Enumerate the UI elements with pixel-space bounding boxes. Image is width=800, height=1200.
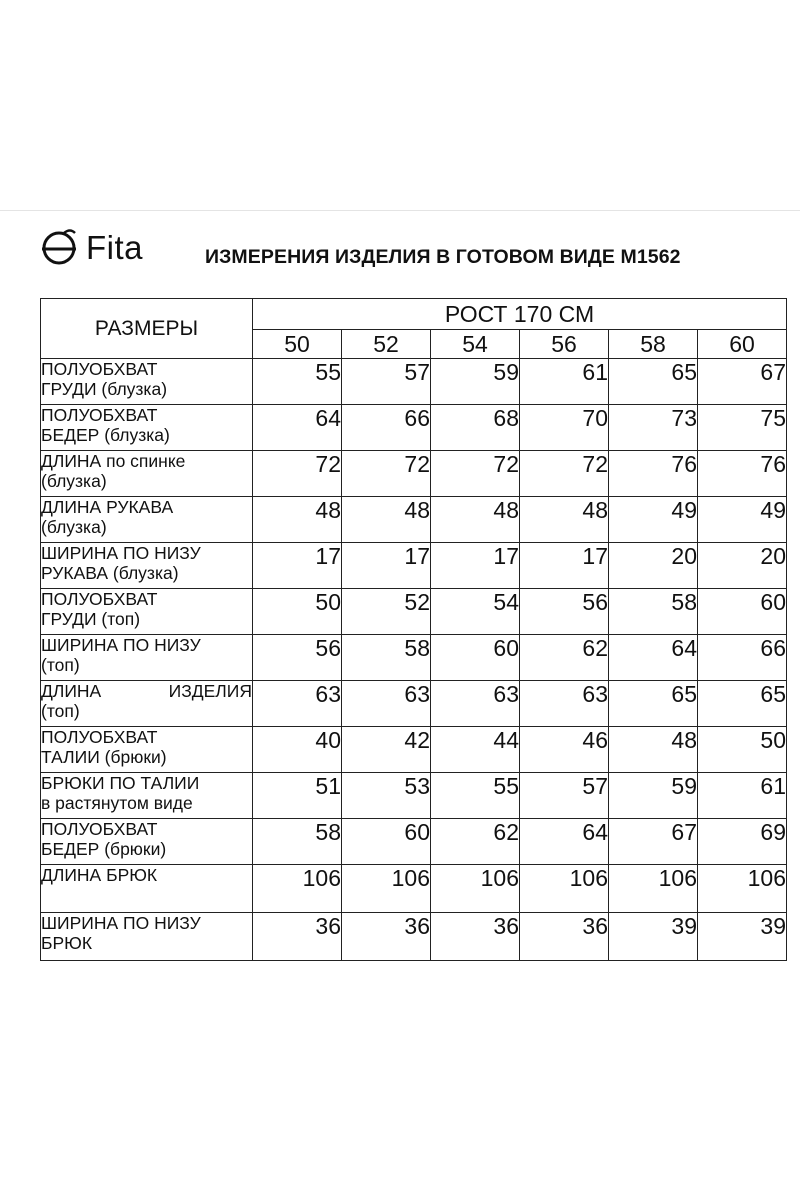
measurement-cell: 61: [520, 359, 609, 405]
measurement-cell: 60: [698, 589, 787, 635]
size-number: 52: [342, 330, 431, 359]
size-number: 50: [253, 330, 342, 359]
table-row: [41, 865, 787, 913]
measurement-cell: 65: [698, 681, 787, 727]
row-label-line: БЕДЕР (блузка): [41, 425, 170, 445]
measurement-cell: 56: [253, 635, 342, 681]
row-label-line: ДЛИНА ИЗДЕЛИЯ: [41, 681, 252, 701]
table-row: [41, 405, 787, 451]
measurement-cell: 36: [431, 913, 520, 961]
measurement-cell: 106: [698, 865, 787, 913]
table-row: [41, 451, 787, 497]
size-number: 54: [431, 330, 520, 359]
page-title: ИЗМЕРЕНИЯ ИЗДЕЛИЯ В ГОТОВОМ ВИДЕ М1562: [205, 246, 681, 268]
row-label: [41, 543, 253, 589]
measurement-cell: 68: [431, 405, 520, 451]
size-number: 60: [698, 330, 787, 359]
fita-circle-logo-icon: [40, 229, 78, 267]
measurement-cell: 64: [520, 819, 609, 865]
row-label-line: ШИРИНА ПО НИЗУ: [41, 913, 201, 933]
measurement-cell: 106: [609, 865, 698, 913]
row-label-line: ШИРИНА ПО НИЗУ: [41, 635, 201, 655]
measurement-cell: 76: [609, 451, 698, 497]
measurement-cell: 48: [609, 727, 698, 773]
height-header: РОСТ 170 СМ: [253, 299, 787, 330]
table-row: [41, 589, 787, 635]
measurement-cell: 17: [342, 543, 431, 589]
measurement-cell: 44: [431, 727, 520, 773]
table-row: [41, 913, 787, 961]
table-row: [41, 727, 787, 773]
row-label: [41, 773, 253, 819]
row-label-line: РУКАВА (блузка): [41, 563, 179, 583]
measurement-cell: 64: [609, 635, 698, 681]
table-row: [41, 359, 787, 405]
measurement-cell: 20: [698, 543, 787, 589]
measurement-cell: 55: [431, 773, 520, 819]
row-label-line: ДЛИНА БРЮК: [41, 865, 158, 885]
measurement-cell: 106: [342, 865, 431, 913]
measurement-cell: 72: [253, 451, 342, 497]
table-row: [41, 773, 787, 819]
measurement-cell: 76: [698, 451, 787, 497]
measurement-cell: 58: [609, 589, 698, 635]
measurement-cell: 69: [698, 819, 787, 865]
size-chart-table: [40, 298, 787, 961]
measurement-cell: 66: [342, 405, 431, 451]
measurement-cell: 106: [431, 865, 520, 913]
measurement-cell: 59: [609, 773, 698, 819]
row-label-line: ПОЛУОБХВАТ: [41, 359, 158, 379]
row-label: [41, 497, 253, 543]
row-label-line: (топ): [41, 655, 80, 675]
row-label: [41, 405, 253, 451]
measurement-cell: 72: [342, 451, 431, 497]
measurement-cell: 40: [253, 727, 342, 773]
measurement-cell: 46: [520, 727, 609, 773]
measurement-cell: 62: [520, 635, 609, 681]
measurement-cell: 17: [431, 543, 520, 589]
row-label-line: (топ): [41, 701, 80, 721]
measurement-cell: 70: [520, 405, 609, 451]
measurement-cell: 50: [253, 589, 342, 635]
measurement-cell: 39: [698, 913, 787, 961]
row-label: [41, 635, 253, 681]
row-label-line: ГРУДИ (блузка): [41, 379, 168, 399]
measurement-cell: 54: [431, 589, 520, 635]
measurement-cell: 48: [253, 497, 342, 543]
measurement-cell: 65: [609, 681, 698, 727]
measurement-cell: 36: [520, 913, 609, 961]
measurement-cell: 106: [253, 865, 342, 913]
row-label-line: ПОЛУОБХВАТ: [41, 405, 158, 425]
brand-logo: [40, 228, 143, 268]
row-label-line: (блузка): [41, 517, 107, 537]
measurement-cell: 58: [253, 819, 342, 865]
measurement-cell: 49: [609, 497, 698, 543]
size-number: 58: [609, 330, 698, 359]
measurement-cell: 17: [253, 543, 342, 589]
measurement-cell: 72: [520, 451, 609, 497]
row-label: [41, 865, 253, 913]
measurement-cell: 67: [609, 819, 698, 865]
measurement-cell: 36: [342, 913, 431, 961]
measurement-cell: 57: [520, 773, 609, 819]
measurement-cell: 72: [431, 451, 520, 497]
measurement-cell: 56: [520, 589, 609, 635]
measurement-cell: 63: [520, 681, 609, 727]
row-label-line: ПОЛУОБХВАТ: [41, 819, 158, 839]
row-label-line: ТАЛИИ (брюки): [41, 747, 167, 767]
measurement-cell: 50: [698, 727, 787, 773]
measurement-cell: 49: [698, 497, 787, 543]
measurement-cell: 64: [253, 405, 342, 451]
table-row: [41, 681, 787, 727]
row-label-line: (блузка): [41, 471, 107, 491]
row-label-line: ПОЛУОБХВАТ: [41, 589, 158, 609]
row-label-line: ШИРИНА ПО НИЗУ: [41, 543, 201, 563]
sizes-header: РАЗМЕРЫ: [41, 299, 253, 359]
row-label-line: в растянутом виде: [41, 793, 193, 813]
measurement-cell: 55: [253, 359, 342, 405]
table-row: [41, 819, 787, 865]
row-label-line: ГРУДИ (топ): [41, 609, 141, 629]
measurement-cell: 36: [253, 913, 342, 961]
row-label-line: ДЛИНА по спинке: [41, 451, 186, 471]
row-label: [41, 359, 253, 405]
measurement-cell: 106: [520, 865, 609, 913]
measurement-cell: 60: [431, 635, 520, 681]
row-label: [41, 913, 253, 961]
measurement-cell: 59: [431, 359, 520, 405]
row-label-line: ПОЛУОБХВАТ: [41, 727, 158, 747]
row-label-line: БРЮК: [41, 933, 93, 953]
row-label-line: ДЛИНА РУКАВА: [41, 497, 174, 517]
brand-name: Fita: [86, 229, 144, 266]
measurement-cell: 66: [698, 635, 787, 681]
measurement-cell: 39: [609, 913, 698, 961]
measurement-cell: 65: [609, 359, 698, 405]
row-label-line: БЕДЕР (брюки): [41, 839, 167, 859]
measurement-cell: 51: [253, 773, 342, 819]
table-row: [41, 635, 787, 681]
measurement-cell: 75: [698, 405, 787, 451]
table-row: [41, 543, 787, 589]
row-label: [41, 451, 253, 497]
measurement-cell: 52: [342, 589, 431, 635]
row-label-line: БРЮКИ ПО ТАЛИИ: [41, 773, 200, 793]
measurement-cell: 63: [342, 681, 431, 727]
measurement-cell: 58: [342, 635, 431, 681]
row-label: [41, 819, 253, 865]
measurement-cell: 61: [698, 773, 787, 819]
measurement-cell: 48: [342, 497, 431, 543]
measurement-cell: 60: [342, 819, 431, 865]
measurement-cell: 42: [342, 727, 431, 773]
measurement-cell: 73: [609, 405, 698, 451]
row-label: [41, 681, 253, 727]
measurement-cell: 63: [253, 681, 342, 727]
top-divider: [0, 210, 800, 211]
measurement-cell: 48: [431, 497, 520, 543]
measurement-cell: 63: [431, 681, 520, 727]
measurement-cell: 62: [431, 819, 520, 865]
measurement-cell: 17: [520, 543, 609, 589]
size-number: 56: [520, 330, 609, 359]
measurement-cell: 53: [342, 773, 431, 819]
row-label: [41, 589, 253, 635]
table-row: [41, 497, 787, 543]
row-label: [41, 727, 253, 773]
measurement-cell: 67: [698, 359, 787, 405]
measurement-cell: 48: [520, 497, 609, 543]
measurement-cell: 20: [609, 543, 698, 589]
measurement-cell: 57: [342, 359, 431, 405]
